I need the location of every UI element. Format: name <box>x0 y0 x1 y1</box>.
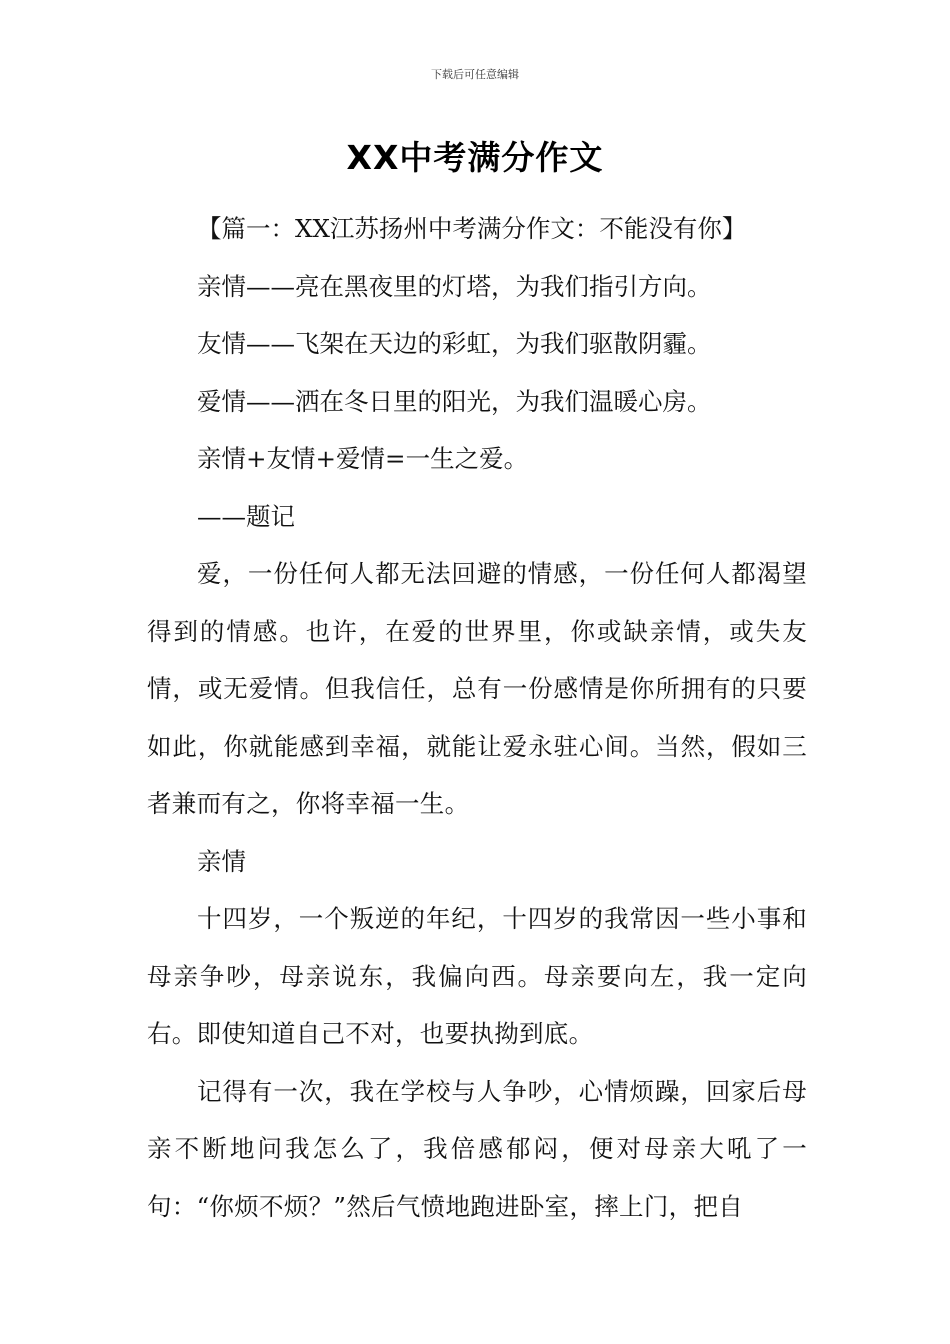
document-title: XX中考满分作文 <box>346 138 604 177</box>
epigraph-line: 亲情——亮在黑夜里的灯塔，为我们指引方向。 <box>197 271 712 301</box>
body-paragraph: 十四岁，一个叛逆的年纪，十四岁的我常因一些小事和母亲争吵，母亲说东，我偏向西。母亲要向左，我一定向右。即使知道自己不对，也要执拗到底。 <box>147 904 807 1048</box>
epigraph-line: 爱情——洒在冬日里的阳光，为我们温暖心房。 <box>197 386 712 416</box>
section-heading: 亲情 <box>197 846 246 876</box>
document-body <box>147 200 807 1235</box>
intro-paragraph: 爱，一份任何人都无法回避的情感，一份任何人都渴望得到的情感。也许，在爱的世界里，你或缺亲情，或失友情，或无爱情。但我信任，总有一份感情是你所拥有的只要如此，你就能感到幸福，就能让爱永驻心间。当然，假如三者兼而有之，你将幸福一生。 <box>147 559 807 818</box>
header-note: 下载后可任意编辑 <box>431 68 519 81</box>
epigraph-line: 友情——飞架在天边的彩虹，为我们驱散阴霾。 <box>197 329 712 358</box>
epigraph-attribution: ——题记 <box>197 501 295 531</box>
essay-subtitle: 【篇一：XX江苏扬州中考满分作文：不能没有你】 <box>197 214 747 243</box>
epigraph-line: 亲情+友情+爱情=一生之爱。 <box>197 444 529 473</box>
body-paragraph: 记得有一次，我在学校与人争吵，心情烦躁，回家后母亲不断地问我怎么了，我倍感郁闷，便对母亲大吼了一句：“你烦不烦？”然后气愤地跑进卧室，摔上门，把自 <box>147 1076 807 1221</box>
